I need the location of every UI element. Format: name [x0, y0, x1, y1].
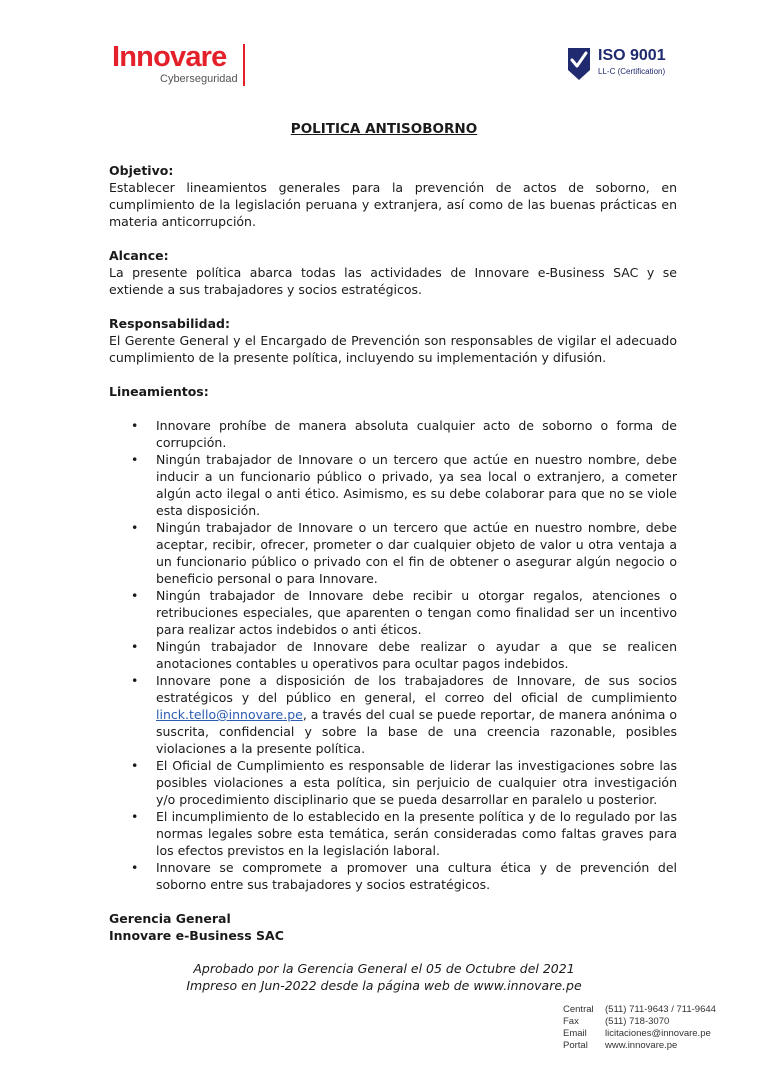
iso-badge [566, 46, 676, 84]
section-responsabilidad [109, 315, 677, 366]
contact-row: Portal www.innovare.pe [563, 1040, 678, 1051]
list-item: • Ningún trabajador de Innovare debe realizar o ayudar a que se realicen anotaciones contables u operativos para ocultar pagos indebidos. [131, 639, 677, 671]
bullet-icon: • [131, 809, 139, 824]
printed-line: Impreso en Jun-2022 desde la página web de www.innovare.pe [186, 978, 582, 993]
section-heading: Alcance: [109, 248, 169, 263]
compliance-email-link[interactable]: linck.tello@innovare.pe [156, 707, 303, 722]
section-objetivo [109, 162, 677, 230]
lineamientos-list [109, 417, 677, 893]
bullet-icon: • [131, 758, 139, 773]
contact-row: Fax (511) 718-3070 [563, 1016, 670, 1027]
iso-subtitle: LL-C (Certification) [598, 67, 666, 76]
list-item: • El incumplimiento de lo establecido en la presente política y de lo regulado por las normas legales sobre esta temática, serán consideradas como faltas graves para los efectos previstos en la legislación laboral. [131, 809, 677, 858]
contact-row: Email licitaciones@innovare.pe [563, 1028, 711, 1039]
list-item: • El Oficial de Cumplimiento es responsable de liderar las investigaciones sobre las posibles violaciones a esta política, sin perjuicio de cualquier otra investigación y/o procedimiento disciplinario que se pueda desarrollar en paralelo u posterior. [131, 758, 677, 807]
bullet-icon: • [131, 418, 139, 433]
brand-divider [243, 44, 245, 86]
section-heading: Objetivo: [109, 163, 174, 178]
contact-block [563, 1004, 716, 1052]
approval-note [0, 960, 768, 994]
iso-check-icon [566, 46, 592, 82]
list-item: • Innovare prohíbe de manera absoluta cualquier acto de soborno o forma de corrupción. [131, 418, 677, 450]
brand-subtitle: Cyberseguridad [160, 73, 238, 85]
section-text: El Gerente General y el Encargado de Prevención son responsables de vigilar el adecuado cumplimiento de la presente política, incluyendo su implementación y difusión. [109, 333, 677, 365]
iso-title: ISO 9001 [598, 47, 666, 64]
bullet-icon: • [131, 860, 139, 875]
approval-line: Aprobado por la Gerencia General el 05 de Octubre del 2021 [193, 961, 575, 976]
page-title: POLITICA ANTISOBORNO [290, 121, 478, 137]
bullet-icon: • [131, 452, 139, 467]
bullet-icon: • [131, 588, 139, 603]
list-item: • Innovare pone a disposición de los trabajadores de Innovare, de sus socios estratégicos y del público en general, el correo del oficial de cumplimiento linck.tello@innovare.pe, a través del cual se puede reportar, de manera anónima o suscrita, confidencial y sobre la base de una creencia razonable, posibles violaciones a la presente política. [131, 673, 677, 756]
list-item: • Ningún trabajador de Innovare o un tercero que actúe en nuestro nombre, debe aceptar, recibir, ofrecer, prometer o dar cualquier objeto de valor u otra ventaja a un funcionario público o privado con el fin de obtener o asegurar algún negocio o beneficio personal o para Innovare. [131, 520, 677, 586]
list-item: • Ningún trabajador de Innovare o un tercero que actúe en nuestro nombre, debe inducir a un funcionario público o privado, ya sea local o extranjero, a cometer algún acto ilegal o anti ético. Asimismo, es su debe colaborar para que no se viole esta disposición. [131, 452, 677, 518]
section-text: La presente política abarca todas las actividades de Innovare e-Business SAC y se extiende a sus trabajadores y socios estratégicos. [109, 265, 677, 297]
bullet-icon: • [131, 673, 139, 688]
document-body [109, 162, 677, 944]
contact-row: Central (511) 711-9643 / 711-9644 [563, 1004, 716, 1015]
signature-line-1: Gerencia General [109, 911, 231, 926]
list-item: • Ningún trabajador de Innovare debe recibir u otorgar regalos, atenciones o retribuciones especiales, que aparenten o tengan como finalidad ser un incentivo para realizar actos indebidos o anti éticos. [131, 588, 677, 637]
section-heading: Responsabilidad: [109, 316, 230, 331]
section-alcance [109, 247, 677, 298]
innovare-logo [112, 42, 252, 88]
section-text: Establecer lineamientos generales para la prevención de actos de soborno, en cumplimiento de la legislación peruana y extranjera, así como de las buenas prácticas en materia anticorrupción. [109, 180, 677, 229]
bullet-icon: • [131, 639, 139, 654]
list-item: • Innovare se compromete a promover una cultura ética y de prevención del soborno entre sus trabajadores y socios estratégicos. [131, 860, 677, 892]
bullet-icon: • [131, 520, 139, 535]
brand-name: Innovare [112, 41, 227, 73]
lineamientos-heading: Lineamientos: [109, 384, 209, 399]
signature-line-2: Innovare e-Business SAC [109, 928, 284, 943]
